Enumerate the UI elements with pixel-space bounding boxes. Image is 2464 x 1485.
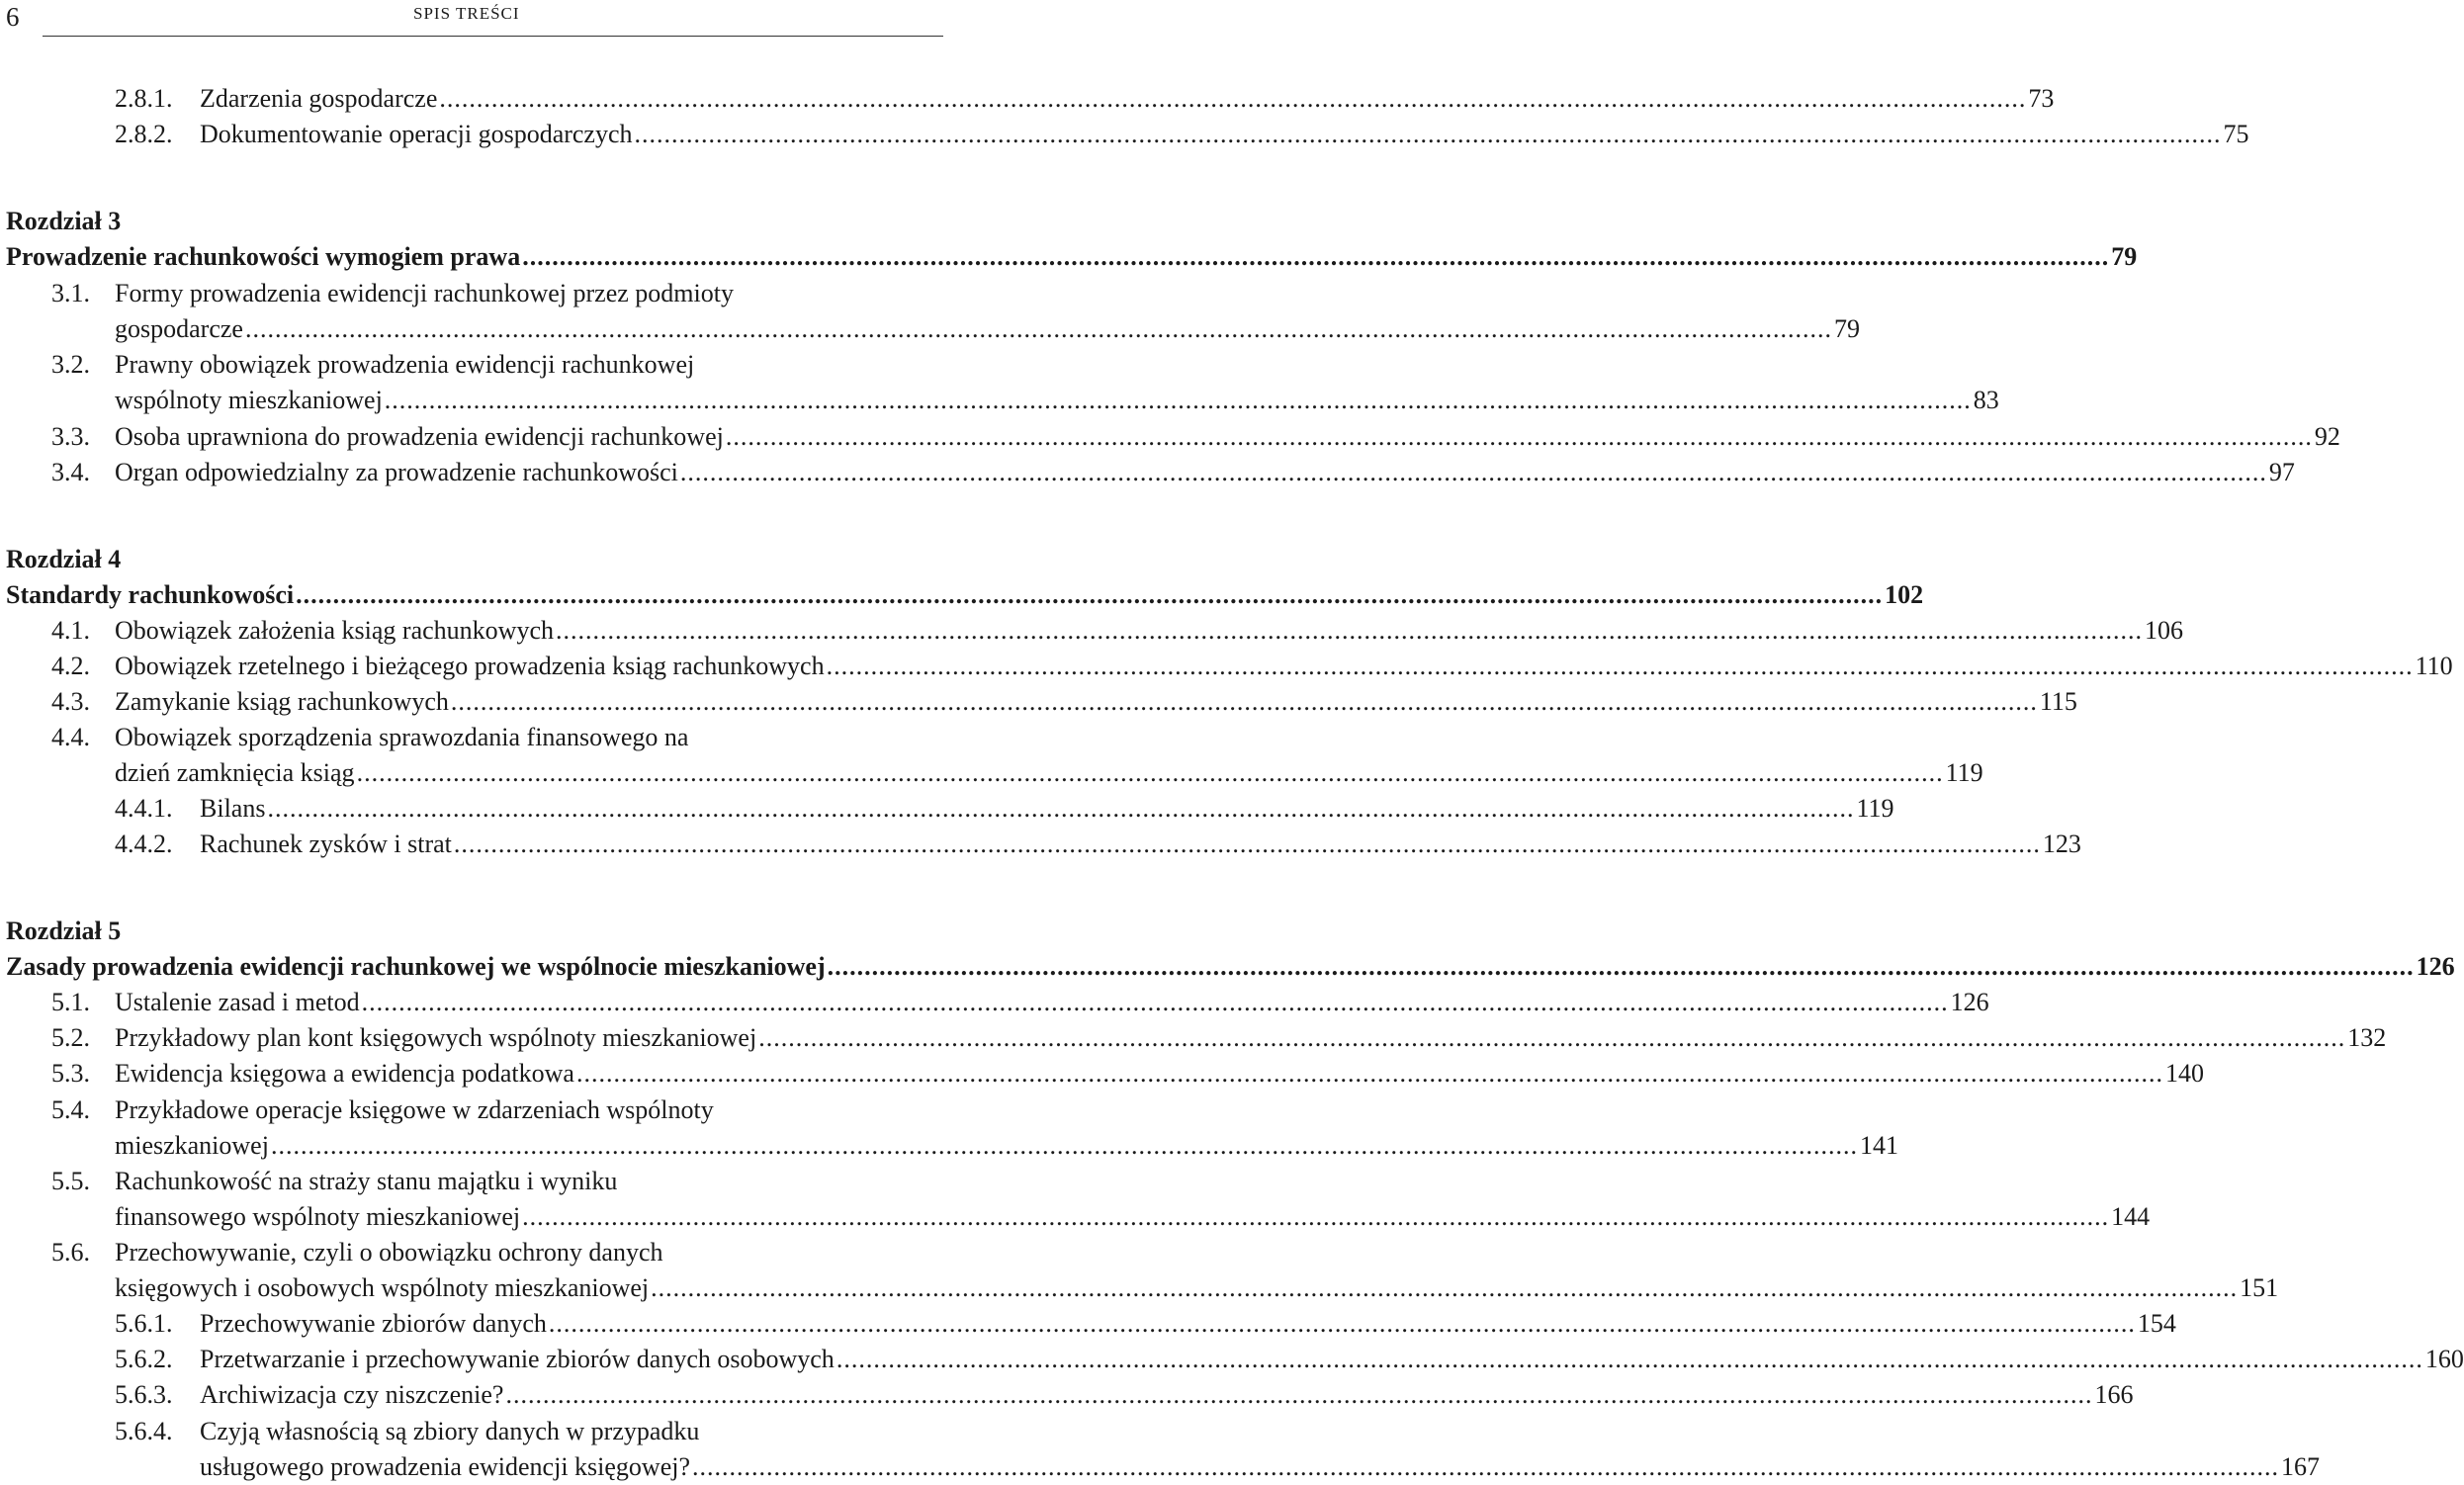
toc-entry-page: 141: [1859, 1131, 1898, 1160]
toc-entry-number: 2.8.2.: [115, 120, 173, 148]
dot-leader: ......................................................................................................................................................................................................................: [522, 1202, 2110, 1231]
dot-leader: ......................................................................................................................................................................................................................: [522, 242, 2110, 271]
toc-entry-number: 4.1.: [51, 616, 90, 645]
toc-entry: [6, 81, 2055, 117]
toc-entry-number: 3.1.: [51, 279, 90, 307]
toc-entry-title: Zdarzenia gospodarcze: [200, 84, 438, 113]
toc-entry: [6, 613, 2183, 649]
chapter-label: Rozdział 5: [6, 917, 122, 945]
toc-entry: [6, 985, 1989, 1020]
toc-entry-line: [115, 684, 2077, 720]
toc-entry: [6, 1056, 2204, 1092]
toc-entry-page: 75: [2223, 120, 2249, 148]
toc-entry-line: [115, 1056, 2204, 1092]
toc-entry: [6, 1414, 949, 1449]
toc-entry-title: Standardy rachunkowości: [6, 580, 295, 609]
toc-entry-page: 119: [1945, 758, 1983, 787]
toc-entry-title: Obowiązek sporządzenia sprawozdania finansowego na: [115, 723, 689, 751]
dot-leader: ......................................................................................................................................................................................................................: [384, 386, 1972, 414]
toc-entry-line: [200, 117, 2249, 152]
toc-entry-page: 126: [2416, 952, 2455, 981]
toc-entry-title: usługowego prowadzenia ewidencji księgowej?: [200, 1452, 691, 1481]
dot-leader: ......................................................................................................................................................................................................................: [270, 1131, 1858, 1160]
toc-entry-line: [115, 347, 694, 383]
toc-entry-line: [115, 1199, 2151, 1235]
toc-entry-line: [115, 455, 2295, 490]
toc-entry-line: [115, 1164, 617, 1199]
toc-entry-line: [200, 1306, 2176, 1342]
toc-entry-page: 83: [1973, 386, 1999, 414]
toc-entry-line: [115, 755, 1983, 791]
toc-entry-title: księgowych i osobowych wspólnoty mieszkaniowej: [115, 1273, 650, 1302]
toc-entry-title: mieszkaniowej: [115, 1131, 269, 1160]
toc-entry-line: [115, 649, 2453, 684]
toc-entry-title: Obowiązek założenia ksiąg rachunkowych: [115, 616, 554, 645]
toc-entry: [6, 347, 949, 383]
dot-leader: ......................................................................................................................................................................................................................: [361, 988, 1949, 1016]
toc-entry-title: Bilans: [200, 794, 266, 823]
page-number: 6: [6, 2, 20, 32]
toc-entry-title: Przykładowy plan kont księgowych wspólnoty mieszkaniowej: [115, 1023, 757, 1052]
toc-entry-page: 92: [2314, 422, 2340, 451]
toc-entry-number: 5.4.: [51, 1095, 90, 1124]
toc-entry-page: 106: [2144, 616, 2183, 645]
toc-entry-title: Formy prowadzenia ewidencji rachunkowej przez podmioty: [115, 279, 734, 307]
toc-entry-title: Przetwarzanie i przechowywanie zbiorów danych osobowych: [200, 1345, 835, 1373]
toc-entry: [6, 577, 1924, 613]
toc-entry-line: [115, 1020, 2387, 1056]
toc-entry-title: Archiwizacja czy niszczenie?: [200, 1380, 504, 1409]
toc-entry-page: 123: [2042, 830, 2081, 858]
toc-entry-page: 160: [2424, 1345, 2464, 1373]
toc-entry-line: [200, 1449, 2321, 1485]
dot-leader: ......................................................................................................................................................................................................................: [453, 830, 2041, 858]
toc-entry-page: 73: [2028, 84, 2055, 113]
toc-entry: [6, 1164, 949, 1199]
toc-entry-line: [115, 1092, 714, 1128]
toc-entry-number: 5.6.2.: [115, 1345, 173, 1373]
toc-entry-page: 167: [2281, 1452, 2321, 1481]
toc-entry: [6, 117, 2249, 152]
toc-entry-number: 5.3.: [51, 1059, 90, 1088]
toc-entry-line: [115, 276, 734, 311]
toc-entry-page: 144: [2111, 1202, 2151, 1231]
dot-leader: ......................................................................................................................................................................................................................: [267, 794, 1855, 823]
toc-entry-number: 3.3.: [51, 422, 90, 451]
toc-entry-title: Rachunek zysków i strat: [200, 830, 452, 858]
header-rule: [43, 36, 943, 37]
toc-entry: [6, 1377, 2134, 1413]
toc-entry-page: 97: [2268, 458, 2295, 486]
dot-leader: ......................................................................................................................................................................................................................: [244, 314, 1832, 343]
toc-entry: [6, 1342, 2464, 1377]
toc-entry-line: [115, 985, 1989, 1020]
toc-entry-title: Organ odpowiedzialny za prowadzenie rachunkowości: [115, 458, 678, 486]
toc-entry-page: 102: [1885, 580, 1924, 609]
toc-entry: [6, 455, 2295, 490]
chapter-heading: [6, 542, 949, 577]
dot-leader: ......................................................................................................................................................................................................................: [548, 1309, 2136, 1338]
toc-entry-title: Zasady prowadzenia ewidencji rachunkowej we wspólnocie mieszkaniowej: [6, 952, 826, 981]
toc-entry: [6, 949, 2455, 985]
dot-leader: ......................................................................................................................................................................................................................: [651, 1273, 2239, 1302]
dot-leader: ......................................................................................................................................................................................................................: [439, 84, 2027, 113]
dot-leader: ......................................................................................................................................................................................................................: [836, 1345, 2423, 1373]
dot-leader: ......................................................................................................................................................................................................................: [827, 952, 2415, 981]
dot-leader: ......................................................................................................................................................................................................................: [555, 616, 2143, 645]
toc-entry-title: Zamykanie ksiąg rachunkowych: [115, 687, 449, 716]
toc-entry-number: 4.4.2.: [115, 830, 173, 858]
toc-entry-line: [6, 577, 1924, 613]
toc-entry-title: dzień zamknięcia ksiąg: [115, 758, 355, 787]
toc-entry: [6, 791, 1894, 827]
running-head: SPIS TREŚCI: [413, 4, 520, 23]
toc-entry-page: 166: [2094, 1380, 2134, 1409]
toc-entry: [6, 311, 1860, 347]
toc-entry-title: Rachunkowość na straży stanu majątku i wyniku: [115, 1167, 618, 1195]
dot-leader: ......................................................................................................................................................................................................................: [826, 652, 2414, 680]
toc-entry-title: Czyją własnością są zbiory danych w przypadku: [200, 1417, 700, 1445]
toc-entry: [6, 1270, 2279, 1306]
toc-entry-page: 115: [2039, 687, 2077, 716]
toc-entry-title: Obowiązek rzetelnego i bieżącego prowadzenia ksiąg rachunkowych: [115, 652, 825, 680]
dot-leader: ......................................................................................................................................................................................................................: [692, 1452, 2280, 1481]
dot-leader: ......................................................................................................................................................................................................................: [296, 580, 1884, 609]
toc-entry-line: [115, 720, 688, 755]
toc-entry-title: Osoba uprawniona do prowadzenia ewidencji rachunkowej: [115, 422, 724, 451]
toc-entry-number: 4.2.: [51, 652, 90, 680]
toc-entry-number: 5.6.4.: [115, 1417, 173, 1445]
toc-entry-title: Przykładowe operacje księgowe w zdarzeniach wspólnoty: [115, 1095, 714, 1124]
toc-entry-title: Dokumentowanie operacji gospodarczych: [200, 120, 633, 148]
toc-entry-line: [200, 827, 2081, 862]
toc-entry-title: Ustalenie zasad i metod: [115, 988, 360, 1016]
toc-entry: [6, 684, 2077, 720]
toc-entry-number: 5.6.3.: [115, 1380, 173, 1409]
dot-leader: ......................................................................................................................................................................................................................: [356, 758, 1944, 787]
toc-entry-number: 2.8.1.: [115, 84, 173, 113]
toc-entry-page: 132: [2347, 1023, 2387, 1052]
toc-entry-page: 140: [2164, 1059, 2204, 1088]
toc-entry-line: [115, 419, 2340, 455]
toc-entry: [6, 1235, 949, 1270]
toc-entry-line: [115, 311, 1860, 347]
toc-entry: [6, 383, 1999, 418]
toc-entry: [6, 720, 949, 755]
toc-entry: [6, 1128, 1898, 1164]
toc-entry: [6, 276, 949, 311]
dot-leader: ......................................................................................................................................................................................................................: [505, 1380, 2093, 1409]
toc-entry: [6, 419, 2340, 455]
toc-entry-title: Przechowywanie zbiorów danych: [200, 1309, 547, 1338]
toc-entry-title: Prawny obowiązek prowadzenia ewidencji rachunkowej: [115, 350, 695, 379]
toc-entry: [6, 649, 2453, 684]
toc-entry-number: 5.2.: [51, 1023, 90, 1052]
chapter-heading: [6, 914, 949, 949]
dot-leader: ......................................................................................................................................................................................................................: [758, 1023, 2346, 1052]
toc-entry-page: 151: [2240, 1273, 2279, 1302]
toc-entry-line: [200, 1342, 2464, 1377]
toc-entry-page: 79: [1833, 314, 1860, 343]
toc-entry-number: 5.5.: [51, 1167, 90, 1195]
toc-entry-line: [115, 1128, 1898, 1164]
toc-entry-line: [115, 1270, 2279, 1306]
toc-entry-line: [200, 81, 2055, 117]
dot-leader: ......................................................................................................................................................................................................................: [450, 687, 2038, 716]
toc-entry: [6, 1306, 2176, 1342]
toc-entry: [6, 755, 1983, 791]
toc-entry-line: [200, 1377, 2134, 1413]
dot-leader: ......................................................................................................................................................................................................................: [575, 1059, 2163, 1088]
toc-entry-line: [115, 1235, 662, 1270]
toc-entry-title: Przechowywanie, czyli o obowiązku ochrony danych: [115, 1238, 663, 1267]
toc-entry-number: 4.4.1.: [115, 794, 173, 823]
toc-entry-number: 3.2.: [51, 350, 90, 379]
toc-entry: [6, 827, 2081, 862]
toc-entry-title: finansowego wspólnoty mieszkaniowej: [115, 1202, 521, 1231]
toc-entry-number: 3.4.: [51, 458, 90, 486]
toc-entry: [6, 239, 2138, 275]
toc-entry-line: [115, 383, 1999, 418]
dot-leader: ......................................................................................................................................................................................................................: [679, 458, 2267, 486]
toc-entry-number: 4.3.: [51, 687, 90, 716]
toc-entry-page: 119: [1856, 794, 1894, 823]
toc-entry-number: 4.4.: [51, 723, 90, 751]
toc-entry-line: [6, 949, 2455, 985]
toc-entry-title: Prowadzenie rachunkowości wymogiem prawa: [6, 242, 521, 271]
chapter-heading: [6, 204, 949, 239]
toc-entry-page: 110: [2415, 652, 2453, 680]
toc-entry-number: 5.1.: [51, 988, 90, 1016]
toc-entry-line: [200, 791, 1894, 827]
toc-entry-page: 126: [1950, 988, 1989, 1016]
toc-entry: [6, 1020, 2387, 1056]
toc-entry-line: [200, 1414, 699, 1449]
toc-entry-title: Ewidencja księgowa a ewidencja podatkowa: [115, 1059, 574, 1088]
chapter-label: Rozdział 4: [6, 545, 122, 573]
chapter-label: Rozdział 3: [6, 207, 122, 235]
toc-entry-page: 154: [2137, 1309, 2176, 1338]
toc-entry-number: 5.6.: [51, 1238, 90, 1267]
dot-leader: ......................................................................................................................................................................................................................: [634, 120, 2222, 148]
toc-entry-title: gospodarcze: [115, 314, 243, 343]
toc-entry-line: [115, 613, 2183, 649]
toc-entry-number: 5.6.1.: [115, 1309, 173, 1338]
dot-leader: ......................................................................................................................................................................................................................: [725, 422, 2313, 451]
toc-entry: [6, 1449, 2321, 1485]
toc-entry-line: [6, 239, 2138, 275]
toc-entry: [6, 1092, 949, 1128]
toc-entry: [6, 1199, 2151, 1235]
toc-entry-page: 79: [2111, 242, 2138, 271]
toc-entry-title: wspólnoty mieszkaniowej: [115, 386, 383, 414]
